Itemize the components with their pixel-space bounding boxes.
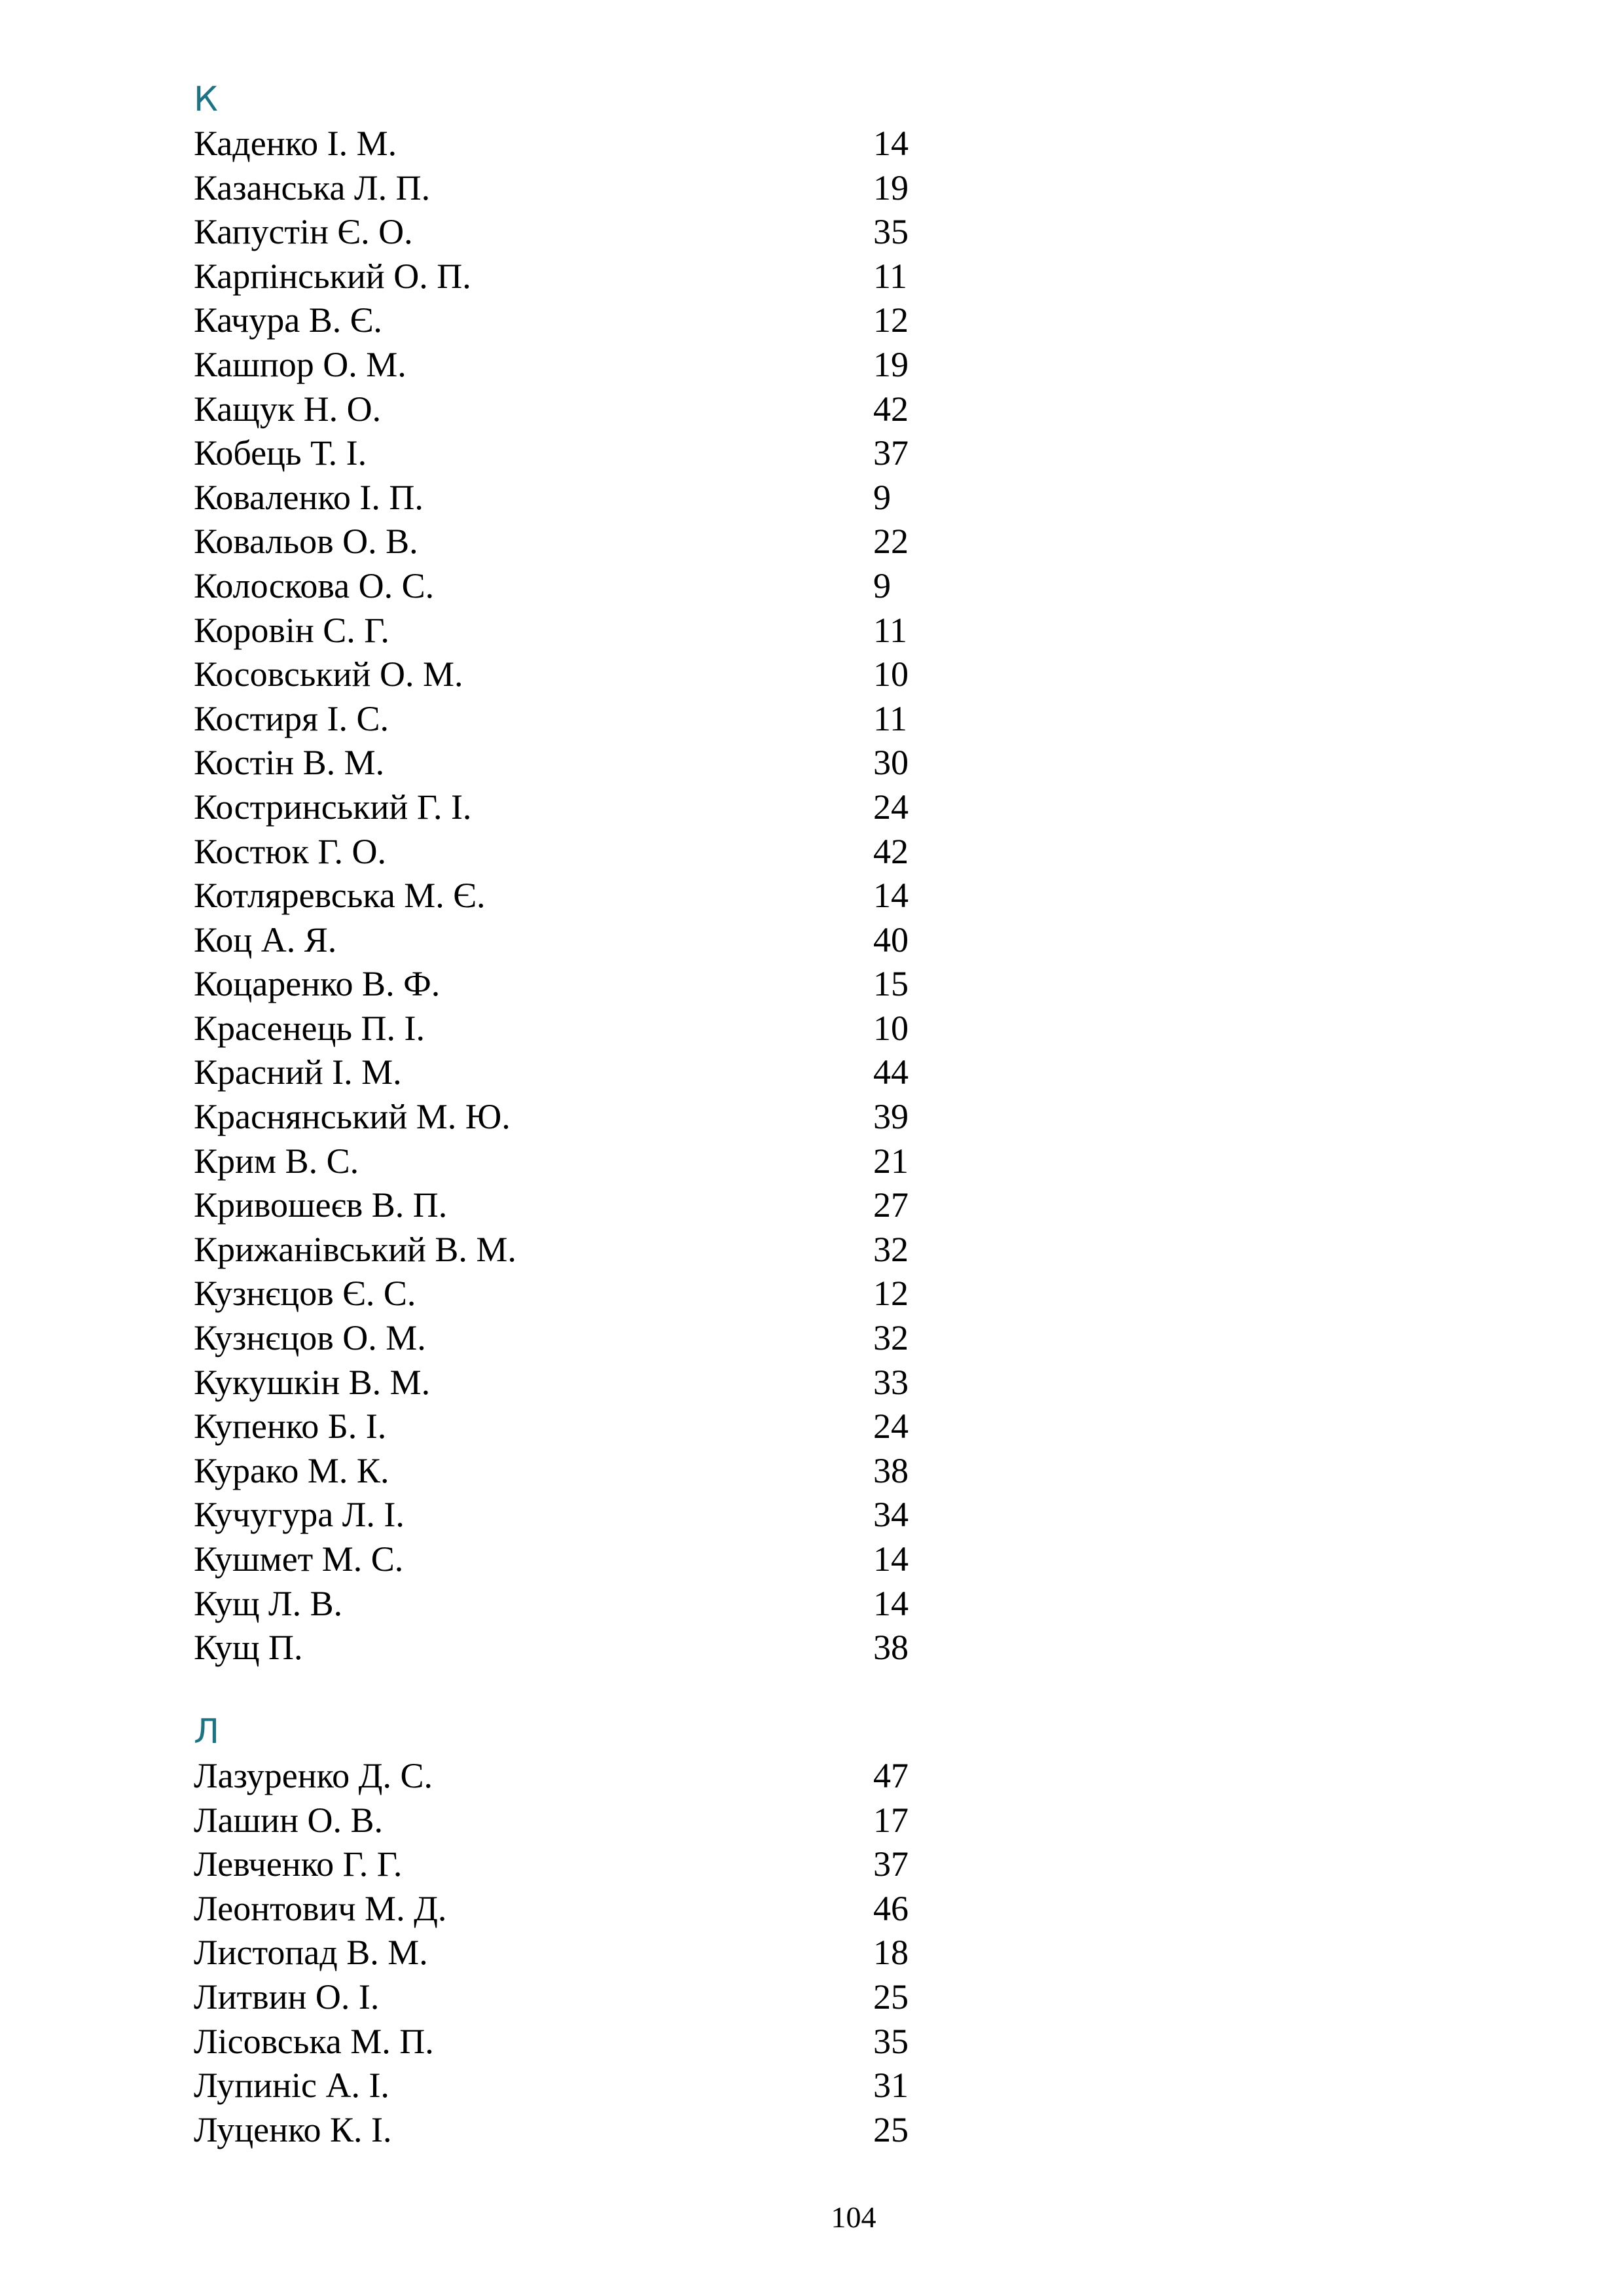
index-entry-list: [194, 122, 927, 1670]
index-entry: [194, 564, 927, 609]
index-entry: [194, 653, 927, 697]
index-entry: [194, 431, 927, 476]
index-entry: [194, 1842, 927, 1887]
entry-name: Лашин О. В.: [194, 1800, 383, 1840]
section-letter-heading: К: [194, 80, 218, 119]
index-entry: [194, 476, 927, 520]
entry-name: Литвин О. І.: [194, 1977, 380, 2017]
index-entry: [194, 1537, 927, 1582]
entry-name: Кущ Л. В.: [194, 1583, 343, 1623]
entry-name: Левченко Г. Г.: [194, 1844, 403, 1884]
index-entry: [194, 2108, 927, 2153]
index-entry: [194, 2020, 927, 2064]
index-entry: [194, 741, 927, 785]
entry-name: Крижанівський В. М.: [194, 1229, 516, 1269]
index-entry: [194, 1183, 927, 1228]
index-entry-list: [194, 1754, 927, 2152]
index-entry: [194, 697, 927, 742]
entry-page-number: 37: [873, 1844, 909, 1884]
entry-name: Костринський Г. І.: [194, 787, 472, 827]
entry-page-number: 17: [873, 1800, 909, 1840]
index-entry: [194, 166, 927, 211]
entry-name: Лупиніс А. І.: [194, 2066, 389, 2106]
entry-page-number: 14: [873, 1539, 909, 1579]
page-number: 104: [831, 2200, 876, 2234]
index-entry: [194, 1228, 927, 1272]
entry-page-number: 19: [873, 344, 909, 384]
entry-name: Косовський О. М.: [194, 655, 463, 694]
index-entry: [194, 1007, 927, 1051]
entry-name: Кузнєцов О. М.: [194, 1318, 426, 1358]
entry-page-number: 21: [873, 1141, 909, 1181]
entry-name: Кащук Н. О.: [194, 389, 382, 429]
entry-page-number: 32: [873, 1229, 909, 1269]
entry-page-number: 42: [873, 831, 909, 871]
entry-page-number: 9: [873, 565, 891, 605]
entry-name: Костюк Г. О.: [194, 831, 386, 871]
entry-name: Качура В. Є.: [194, 300, 382, 340]
index-entry: [194, 1975, 927, 2020]
entry-name: Кашпор О. М.: [194, 344, 406, 384]
entry-page-number: 38: [873, 1628, 909, 1668]
entry-page-number: 46: [873, 1888, 909, 1928]
entry-page-number: 42: [873, 389, 909, 429]
entry-page-number: 10: [873, 1008, 909, 1048]
index-entry: [194, 1887, 927, 1931]
entry-page-number: 24: [873, 787, 909, 827]
entry-name: Каденко І. М.: [194, 124, 397, 163]
index-entry: [194, 874, 927, 918]
entry-page-number: 25: [873, 2109, 909, 2149]
entry-name: Красний І. М.: [194, 1052, 402, 1092]
index-section-k: [194, 77, 927, 1670]
entry-name: Костін В. М.: [194, 743, 385, 783]
index-entry: [194, 1095, 927, 1139]
index-entry: [194, 122, 927, 166]
entry-name: Кучугура Л. І.: [194, 1495, 405, 1535]
entry-name: Листопад В. М.: [194, 1933, 428, 1973]
entry-name: Костиря І. С.: [194, 698, 389, 738]
entry-name: Кузнєцов Є. С.: [194, 1274, 416, 1314]
entry-page-number: 12: [873, 1274, 909, 1314]
entry-page-number: 40: [873, 920, 909, 960]
entry-name: Ковальов О. В.: [194, 522, 418, 562]
entry-page-number: 14: [873, 876, 909, 916]
entry-page-number: 32: [873, 1318, 909, 1358]
index-entry: [194, 1754, 927, 1799]
entry-page-number: 11: [873, 610, 907, 650]
entry-page-number: 19: [873, 168, 909, 207]
index-entry: [194, 520, 927, 564]
entry-name: Кобець Т. І.: [194, 433, 367, 473]
index-entry: [194, 343, 927, 387]
entry-page-number: 10: [873, 655, 909, 694]
index-entry: [194, 1316, 927, 1361]
entry-page-number: 44: [873, 1052, 909, 1092]
entry-page-number: 31: [873, 2066, 909, 2106]
index-entry: [194, 1272, 927, 1316]
index-entry: [194, 1405, 927, 1449]
entry-name: Капустін Є. О.: [194, 212, 413, 252]
entry-name: Коровін С. Г.: [194, 610, 389, 650]
entry-page-number: 47: [873, 1756, 909, 1795]
index-entry: [194, 1582, 927, 1626]
entry-page-number: 34: [873, 1495, 909, 1535]
entry-name: Казанська Л. П.: [194, 168, 431, 207]
entry-name: Коцаренко В. Ф.: [194, 964, 441, 1004]
index-entry: [194, 830, 927, 874]
entry-name: Краснянський М. Ю.: [194, 1097, 511, 1137]
index-entry: [194, 962, 927, 1007]
section-letter-heading: Л: [194, 1712, 220, 1751]
entry-name: Лазуренко Д. С.: [194, 1756, 433, 1795]
entry-name: Красенець П. І.: [194, 1008, 425, 1048]
index-entry: [194, 210, 927, 255]
index-entry: [194, 1799, 927, 1843]
entry-name: Курако М. К.: [194, 1450, 389, 1490]
entry-name: Котляревська М. Є.: [194, 876, 486, 916]
index-entry: [194, 387, 927, 432]
entry-name: Леонтович М. Д.: [194, 1888, 447, 1928]
entry-name: Луценко К. І.: [194, 2109, 392, 2149]
entry-page-number: 11: [873, 698, 907, 738]
entry-page-number: 12: [873, 300, 909, 340]
index-entry: [194, 298, 927, 343]
entry-name: Кривошеєв В. П.: [194, 1185, 448, 1225]
entry-name: Колоскова О. С.: [194, 565, 435, 605]
entry-page-number: 33: [873, 1362, 909, 1402]
entry-page-number: 38: [873, 1450, 909, 1490]
entry-name: Кукушкін В. М.: [194, 1362, 431, 1402]
index-entry: [194, 918, 927, 963]
index-section-l: [194, 1710, 927, 2152]
entry-page-number: 18: [873, 1933, 909, 1973]
entry-page-number: 14: [873, 1583, 909, 1623]
entry-page-number: 37: [873, 433, 909, 473]
entry-page-number: 35: [873, 212, 909, 252]
entry-name: Кущ П.: [194, 1628, 303, 1668]
entry-name: Крим В. С.: [194, 1141, 359, 1181]
entry-name: Коц А. Я.: [194, 920, 337, 960]
entry-name: Купенко Б. І.: [194, 1407, 387, 1446]
entry-name: Карпінський О. П.: [194, 256, 471, 296]
entry-name: Кушмет М. С.: [194, 1539, 404, 1579]
index-entry: [194, 255, 927, 299]
entry-page-number: 35: [873, 2021, 909, 2061]
entry-page-number: 27: [873, 1185, 909, 1225]
index-entry: [194, 1361, 927, 1405]
index-entry: [194, 1931, 927, 1975]
index-entry: [194, 1139, 927, 1184]
entry-page-number: 30: [873, 743, 909, 783]
index-entry: [194, 1449, 927, 1494]
entry-page-number: 25: [873, 1977, 909, 2017]
index-entry: [194, 2064, 927, 2108]
entry-name: Коваленко І. П.: [194, 477, 424, 517]
entry-page-number: 11: [873, 256, 907, 296]
entry-page-number: 14: [873, 124, 909, 163]
entry-name: Лісовська М. П.: [194, 2021, 434, 2061]
index-entry: [194, 1050, 927, 1095]
entry-page-number: 9: [873, 477, 891, 517]
index-entry: [194, 1626, 927, 1670]
index-entry: [194, 1493, 927, 1537]
index-entry: [194, 609, 927, 653]
entry-page-number: 15: [873, 964, 909, 1004]
entry-page-number: 22: [873, 522, 909, 562]
entry-page-number: 39: [873, 1097, 909, 1137]
index-entry: [194, 785, 927, 830]
entry-page-number: 24: [873, 1407, 909, 1446]
